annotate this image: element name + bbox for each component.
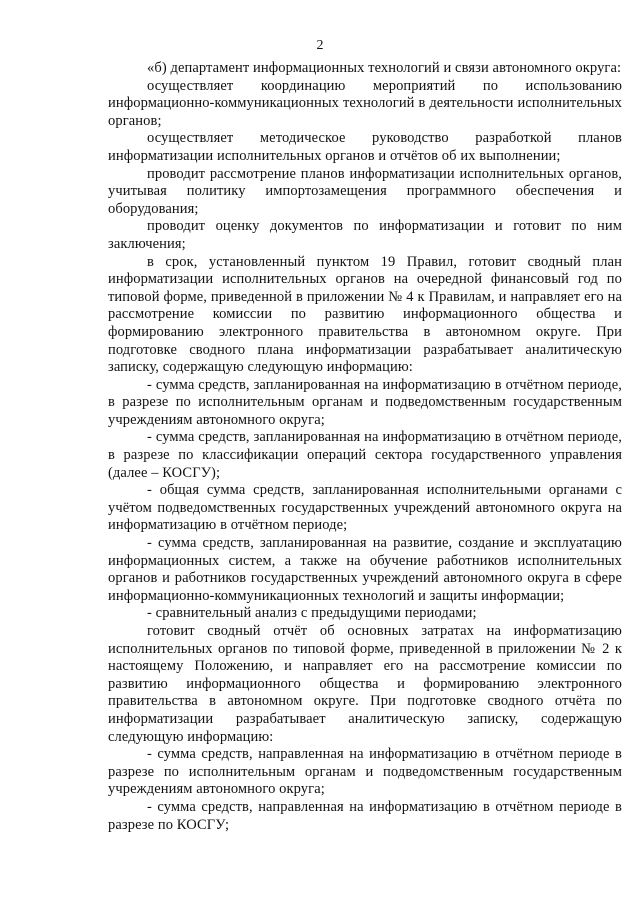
paragraph-consolidated-plan: в срок, установленный пунктом 19 Правил, готовит сводный план информатизации исполнительных органов на очередной финансовый год по типовой форме, приведенной в приложении № 4 к Правилам, и направляет его на рассмотрение комиссии по развитию информационного общества и формированию электронного правительства в автономном округе. При подготовке сводного плана информатизации разрабатывает аналитическую записку, содержащую следующую информацию: <box>108 253 622 376</box>
paragraph-document-assessment: проводит оценку документов по информатизации и готовит по ним заключения; <box>108 218 622 252</box>
list-item-report-by-kosgu: - сумма средств, направленная на информатизацию в отчётном периоде в разрезе по КОСГУ; <box>108 798 622 833</box>
document-body <box>108 60 622 834</box>
paragraph-coordination: осуществляет координацию мероприятий по использованию информационно-коммуникационных технологий в деятельности исполнительных органов; <box>108 77 622 129</box>
paragraph-consolidated-report: готовит сводный отчёт об основных затратах на информатизацию исполнительных органов по типовой форме, приведенной в приложении № 2 к настоящему Положению, и направляет его на рассмотрение комиссии по развитию информационного общества и формированию электронного правительства в автономном округе. При подготовке сводного отчёта по информатизации разрабатывает аналитическую записку, содержащую следующую информацию: <box>108 623 622 745</box>
list-item-plan-total: - общая сумма средств, запланированная исполнительными органами с учётом подведомственных государственных учреждений автономного округа на информатизацию в отчётном периоде; <box>108 482 622 534</box>
paragraph-department-heading: «б) департамент информационных технологий и связи автономного округа: <box>147 60 622 76</box>
list-item-comparative-analysis: - сравнительный анализ с предыдущими периодами; <box>147 605 477 622</box>
list-item-plan-systems-training: - сумма средств, запланированная на развитие, создание и эксплуатацию информационных систем, а также на обучение работников исполнительных органов и работников государственных учреждений автономного округа в сфере информационно-коммуникационных технологий и защиты информации; <box>108 535 622 604</box>
paragraph-methodical-guidance: осуществляет методическое руководство разработкой планов информатизации исполнительных органов и отчётов об их выполнении; <box>108 130 622 164</box>
list-item-report-by-organs: - сумма средств, направленная на информатизацию в отчётном периоде в разрезе по исполнительным органам и подведомственным государственным учреждениям автономного округа; <box>108 746 622 798</box>
list-item-plan-by-kosgu: - сумма средств, запланированная на информатизацию в отчётном периоде, в разрезе по классификации операций сектора государственного управления (далее – КОСГУ); <box>108 429 622 481</box>
list-item-plan-by-organs: - сумма средств, запланированная на информатизацию в отчётном периоде, в разрезе по исполнительным органам и подведомственным государственным учреждениям автономного округа; <box>108 376 622 428</box>
page-number: 2 <box>316 38 324 53</box>
paragraph-plan-review: проводит рассмотрение планов информатизации исполнительных органов, учитывая политику импортозамещения программного обеспечения и оборудования; <box>108 165 622 217</box>
